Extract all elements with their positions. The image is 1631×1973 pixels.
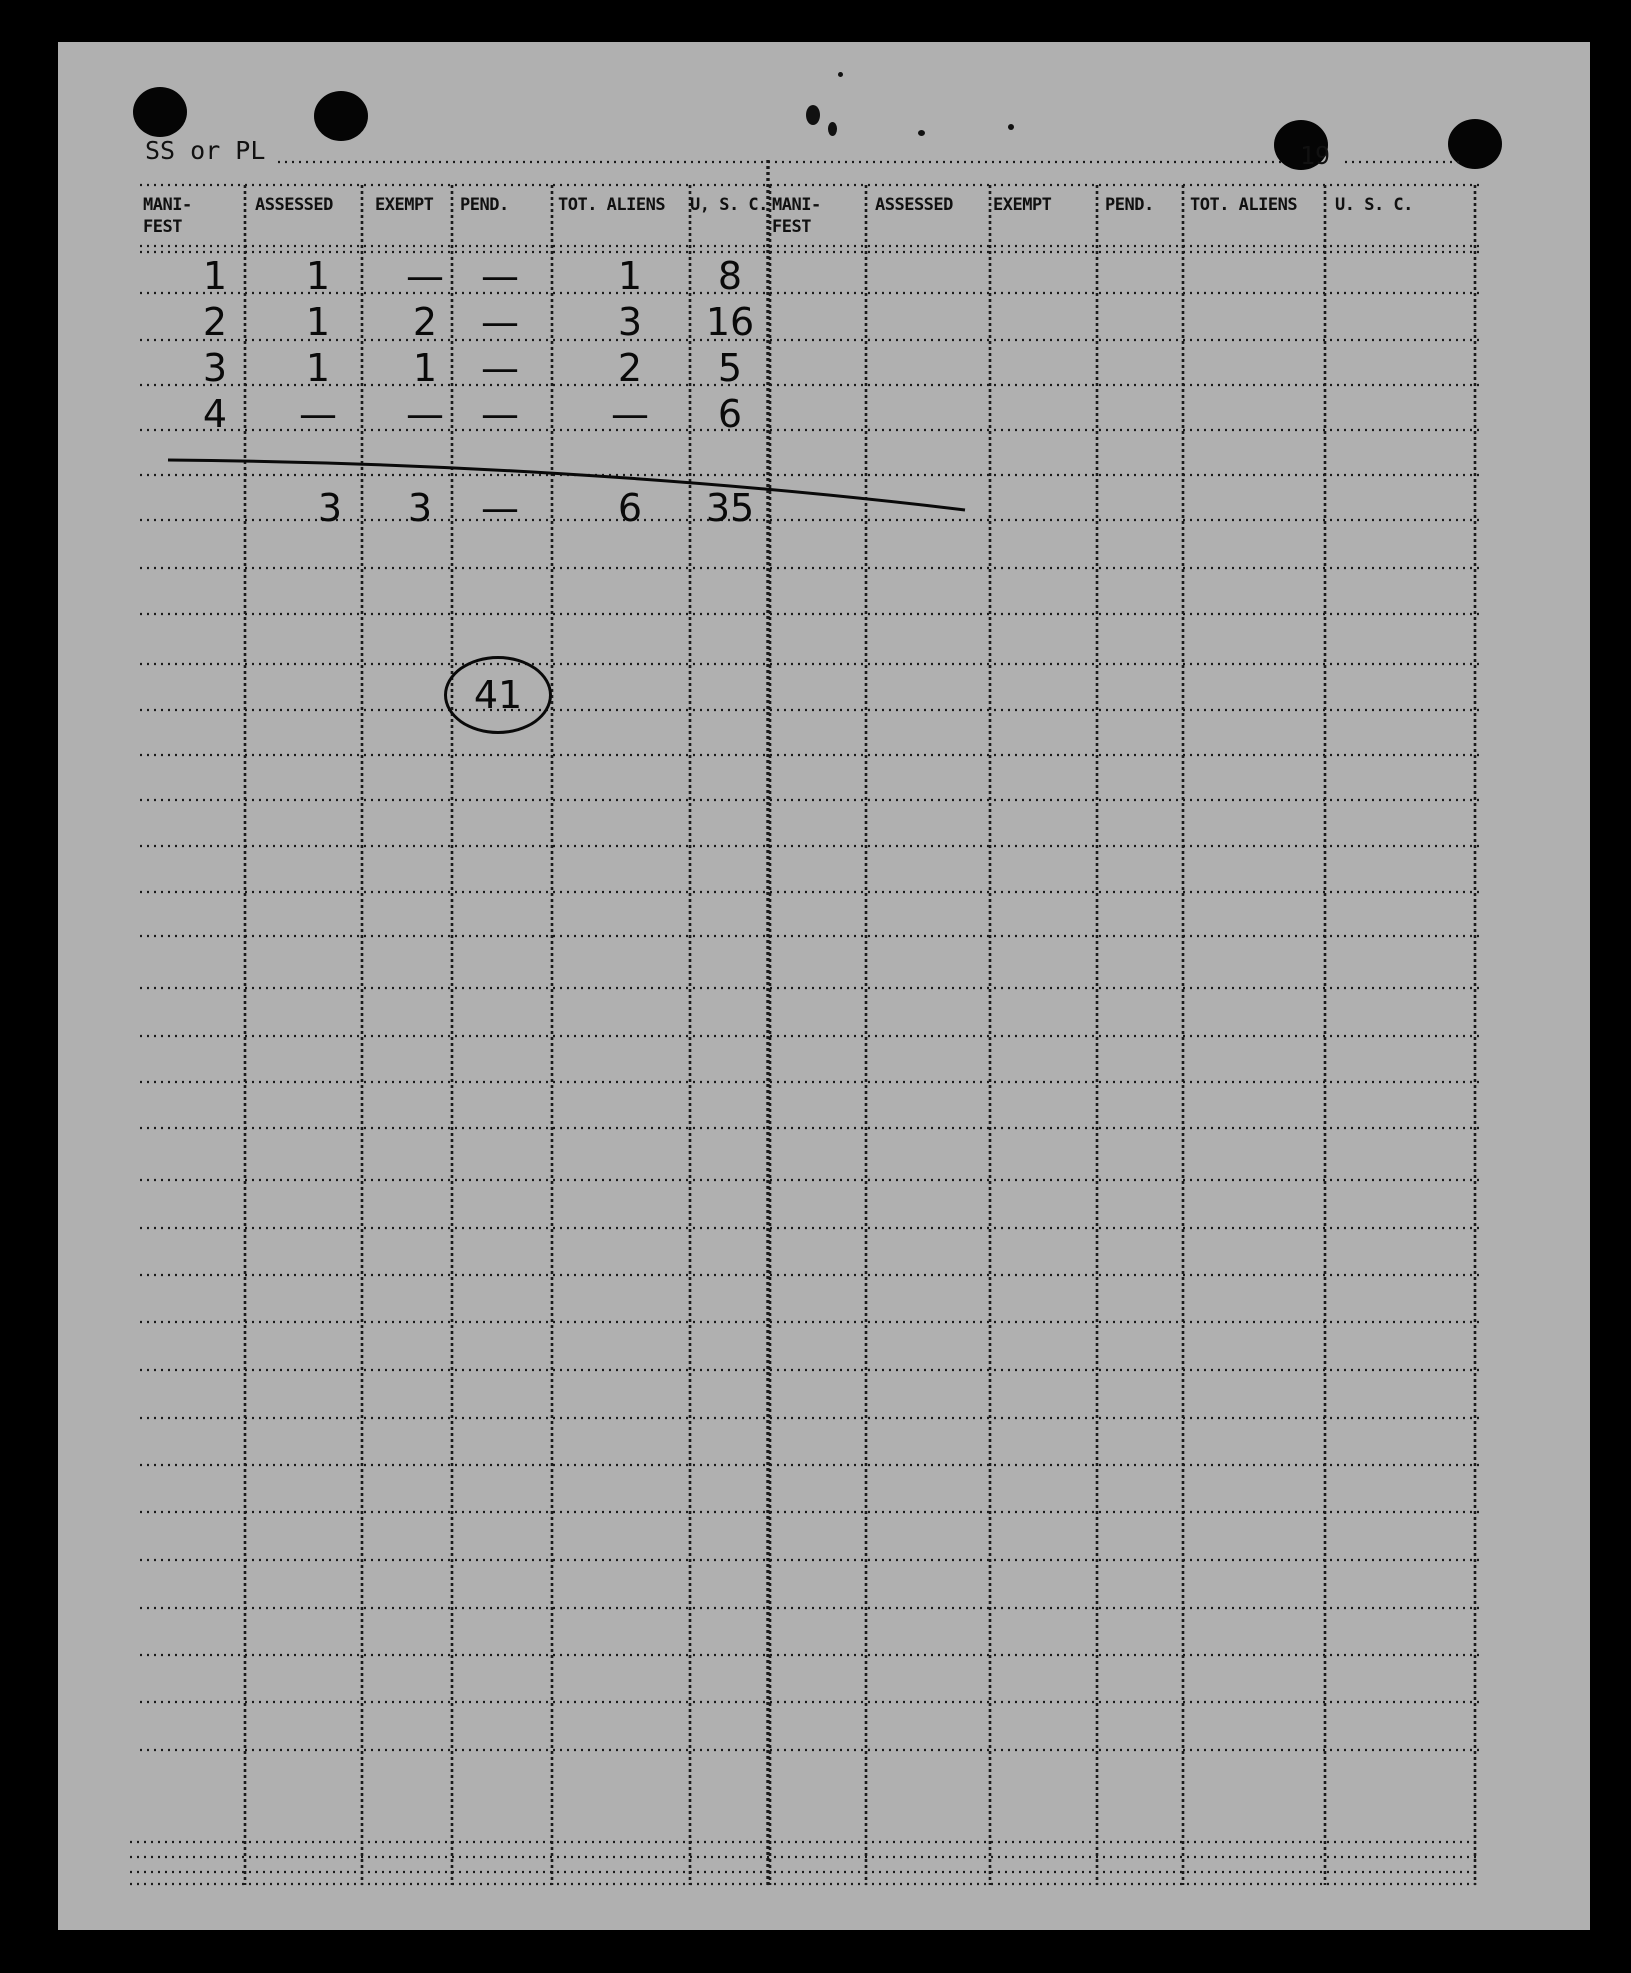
left-header-tot_aliens: TOT. ALIENS [558,195,666,215]
entry-manifest: 4 [202,392,228,436]
total-usc: 35 [705,486,755,530]
entry-usc: 5 [717,346,743,390]
right-header-pend: PEND. [1105,195,1154,215]
right-header-exempt: EXEMPT [993,195,1052,215]
entry-assessed: 1 [305,300,331,344]
left-header-exempt: EXEMPT [375,195,434,215]
left-header-usc: U, S. C. [690,195,768,215]
entry-exempt: 1 [412,346,438,390]
total-tot_aliens: 6 [617,486,643,530]
entry-usc: 8 [717,254,743,298]
entry-tot_aliens: — [611,392,649,436]
circled-note: 41 [444,656,552,734]
left-header-assessed: ASSESSED [255,195,333,215]
entry-tot_aliens: 1 [617,254,643,298]
right-header-assessed: ASSESSED [875,195,953,215]
entry-manifest: 3 [202,346,228,390]
entry-pend: — [481,346,519,390]
right-header-manifest: MANI- FEST [772,195,821,237]
entry-usc: 6 [717,392,743,436]
entry-exempt: — [406,254,444,298]
year-label: 19 [1300,141,1331,170]
total-exempt: 3 [407,486,433,530]
entry-pend: — [481,300,519,344]
entry-manifest: 1 [202,254,228,298]
vessel-label: SS or PL [145,136,266,165]
entry-assessed: 1 [305,346,331,390]
total-underline [168,460,965,510]
left-header-pend: PEND. [460,195,509,215]
entry-exempt: 2 [412,300,438,344]
entry-pend: — [481,254,519,298]
right-header-tot_aliens: TOT. ALIENS [1190,195,1298,215]
right-header-usc: U. S. C. [1335,195,1413,215]
entry-exempt: — [406,392,444,436]
left-header-manifest: MANI- FEST [143,195,192,237]
entry-assessed: — [299,392,337,436]
entry-pend: — [481,392,519,436]
total-pend: — [481,486,519,530]
entry-usc: 16 [705,300,755,344]
entry-tot_aliens: 2 [617,346,643,390]
entry-manifest: 2 [202,300,228,344]
total-assessed: 3 [317,486,343,530]
entry-tot_aliens: 3 [617,300,643,344]
entry-assessed: 1 [305,254,331,298]
